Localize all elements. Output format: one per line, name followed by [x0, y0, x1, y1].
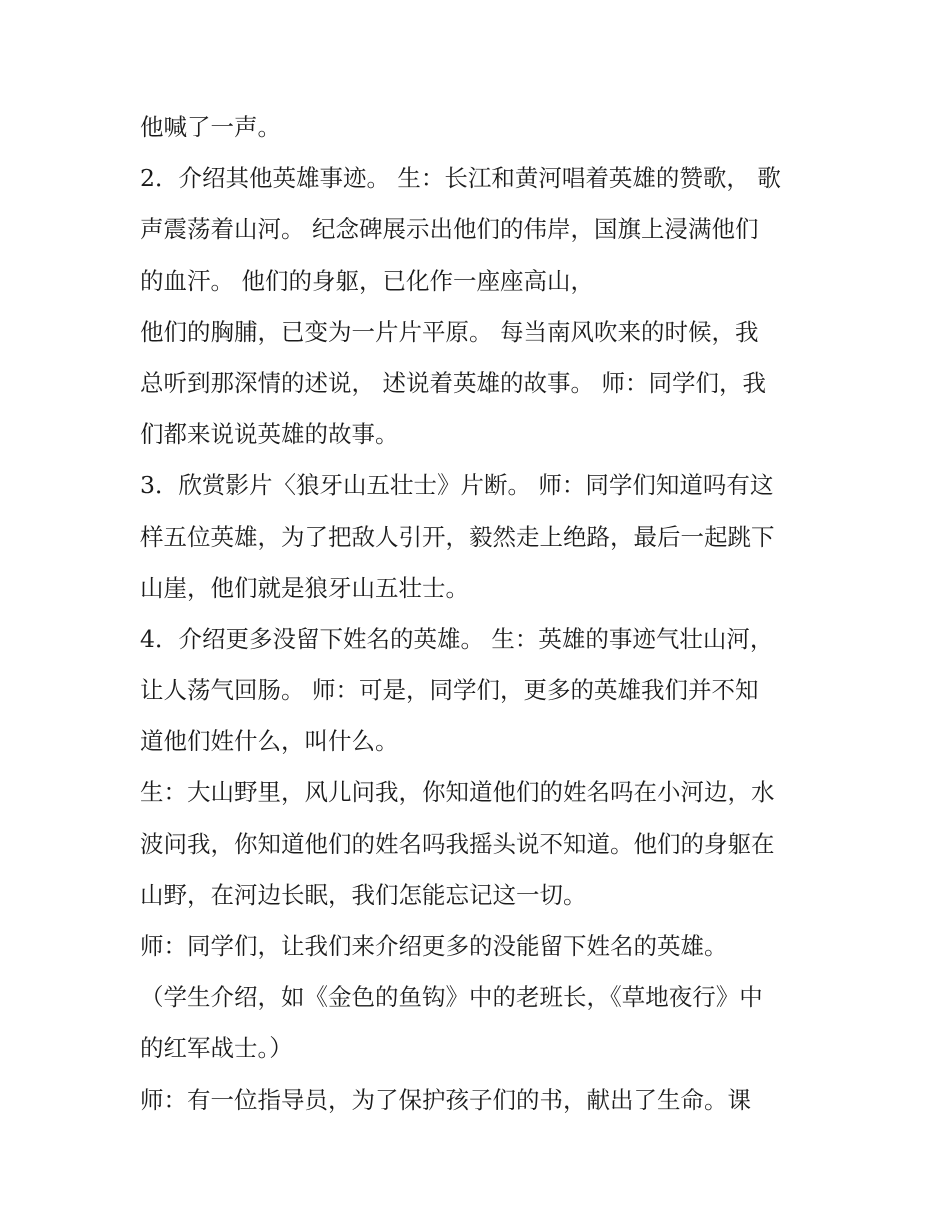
- text-line: 的红军战士。）: [140, 1034, 293, 1063]
- text-line: 他们的胸脯，已变为一片片平原。 每当南风吹来的时候，我: [140, 317, 759, 346]
- text-line: 道他们姓什么，叫什么。: [140, 727, 399, 756]
- text-line: 总听到那深情的述说， 述说着英雄的故事。 师：同学们，我: [140, 368, 766, 397]
- text-line: 样五位英雄，为了把敌人引开，毅然走上绝路，最后一起跳下: [140, 522, 775, 551]
- text-line: 山崖，他们就是狼牙山五壮士。: [140, 573, 469, 602]
- text-line: 的血汗。 他们的身躯，已化作一座座高山，: [140, 266, 594, 295]
- text-line: 山野，在河边长眠，我们怎能忘记这一切。: [140, 880, 587, 909]
- text-line: 师：同学们，让我们来介绍更多的没能留下姓名的英雄。: [140, 932, 728, 960]
- document-body: [140, 102, 820, 1126]
- text-line: 声震荡着山河。 纪念碑展示出他们的伟岸，国旗上浸满他们: [140, 215, 759, 244]
- text-line: 3．欣赏影片〈狼牙山五壮士》片断。 师：同学们知道吗有这: [140, 471, 774, 500]
- text-line: 2．介绍其他英雄事迹。 生：长江和黄河唱着英雄的赞歌， 歌: [140, 164, 781, 193]
- text-line: 4．介绍更多没留下姓名的英雄。 生：英雄的事迹气壮山河，: [140, 624, 774, 653]
- text-line: 们都来说说英雄的故事。: [140, 420, 399, 449]
- text-line: 让人荡气回肠。 师：可是，同学们，更多的英雄我们并不知: [140, 676, 759, 705]
- text-line: 生：大山野里，风儿问我，你知道他们的姓名吗在小河边，水: [140, 778, 775, 807]
- text-line: 他喊了一声。: [140, 113, 281, 141]
- text-line: （学生介绍，如《金色的鱼钩》中的老班长，《草地夜行》中: [140, 983, 763, 1012]
- text-line: 师：有一位指导员，为了保护孩子们的书，献出了生命。课: [140, 1085, 751, 1114]
- text-line: 波问我，你知道他们的姓名吗我摇头说不知道。他们的身躯在: [140, 829, 775, 858]
